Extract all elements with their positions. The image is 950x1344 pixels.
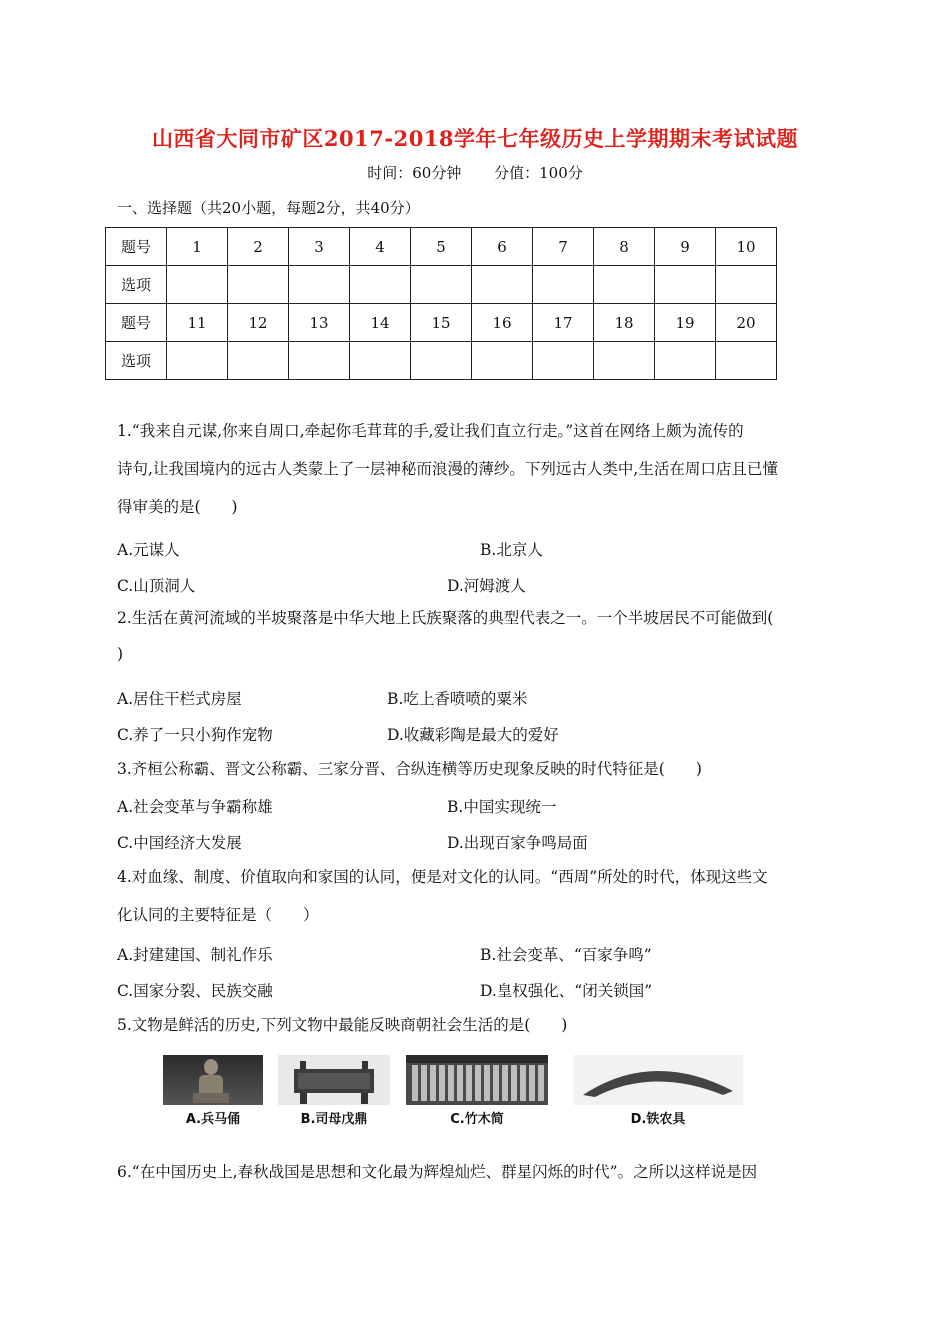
- table-row: [106, 266, 777, 304]
- option-c-image[interactable]: [406, 1055, 548, 1127]
- answer-cell[interactable]: [594, 342, 655, 380]
- number-cell: 16: [472, 304, 533, 342]
- number-cell: 14: [350, 304, 411, 342]
- section-heading: 一、选择题（共20小题，每题2分，共40分）: [117, 199, 420, 217]
- question-line: ): [117, 645, 124, 663]
- answer-cell[interactable]: [228, 342, 289, 380]
- number-cell: 3: [289, 228, 350, 266]
- number-cell: 2: [228, 228, 289, 266]
- answer-cell[interactable]: [228, 266, 289, 304]
- number-cell: 20: [716, 304, 777, 342]
- number-cell: 8: [594, 228, 655, 266]
- question-3-option-b[interactable]: B.中国实现统一: [447, 798, 557, 816]
- number-cell: 18: [594, 304, 655, 342]
- image-caption: D.铁农具: [630, 1112, 686, 1127]
- exam-time: 时间：60分钟: [367, 164, 462, 182]
- answer-cell[interactable]: [533, 342, 594, 380]
- question-4-option-b[interactable]: B.社会变革、“百家争鸣”: [480, 946, 652, 964]
- bronze-ding-icon: [278, 1055, 390, 1105]
- question-line: 5.文物是鲜活的历史,下列文物中最能反映商朝社会生活的是( ): [117, 1016, 568, 1034]
- answer-cell[interactable]: [289, 266, 350, 304]
- terracotta-warrior-icon: [163, 1055, 263, 1105]
- bamboo-slips-icon: [406, 1055, 548, 1105]
- page-title: 山西省大同市矿区2017-2018学年七年级历史上学期期末考试试题: [151, 126, 799, 151]
- number-cell: 13: [289, 304, 350, 342]
- question-2-option-d[interactable]: D.收藏彩陶是最大的爱好: [387, 726, 559, 744]
- number-cell: 1: [167, 228, 228, 266]
- question-1-option-c[interactable]: C.山顶洞人: [117, 577, 196, 595]
- question-3-option-a[interactable]: A.社会变革与争霸称雄: [117, 798, 273, 816]
- number-cell: 15: [411, 304, 472, 342]
- question-line: 化认同的主要特征是（ ）: [117, 906, 319, 924]
- number-cell: 7: [533, 228, 594, 266]
- answer-cell[interactable]: [655, 266, 716, 304]
- answer-cell[interactable]: [472, 266, 533, 304]
- answer-cell[interactable]: [716, 342, 777, 380]
- row-label: 选项: [106, 266, 167, 304]
- answer-cell[interactable]: [533, 266, 594, 304]
- question-1-option-d[interactable]: D.河姆渡人: [447, 577, 526, 595]
- option-d-image[interactable]: [573, 1055, 743, 1127]
- image-caption: B.司母戊鼎: [300, 1112, 368, 1127]
- number-cell: 17: [533, 304, 594, 342]
- answer-cell[interactable]: [289, 342, 350, 380]
- question-1-stem: [117, 412, 837, 526]
- row-label: 题号: [106, 228, 167, 266]
- image-caption: C.竹木简: [450, 1112, 504, 1127]
- answer-cell[interactable]: [655, 342, 716, 380]
- answer-cell[interactable]: [594, 266, 655, 304]
- question-4-option-a[interactable]: A.封建建国、制礼作乐: [117, 946, 273, 964]
- answer-cell[interactable]: [411, 266, 472, 304]
- iron-farm-tool-icon: [573, 1055, 743, 1105]
- question-5-stem: [117, 1006, 837, 1044]
- option-a-image[interactable]: [163, 1055, 263, 1127]
- question-line: 3.齐桓公称霸、晋文公称霸、三家分晋、合纵连横等历史现象反映的时代特征是( ): [117, 760, 702, 778]
- answer-cell[interactable]: [411, 342, 472, 380]
- answer-table: [105, 227, 777, 380]
- exam-score: 分值：100分: [494, 164, 583, 182]
- answer-cell[interactable]: [167, 266, 228, 304]
- question-3-option-c[interactable]: C.中国经济大发展: [117, 834, 242, 852]
- answer-cell[interactable]: [472, 342, 533, 380]
- question-line: 1.“我来自元谋,你来自周口,牵起你毛茸茸的手,爱让我们直立行走。”这首在网络上颇为流传的: [117, 422, 744, 440]
- table-row: [106, 228, 777, 266]
- question-4-option-d[interactable]: D.皇权强化、“闭关锁国”: [480, 982, 653, 1000]
- question-line: 4.对血缘、制度、价值取向和家国的认同，便是对文化的认同。“西周”所处的时代，体现这些文: [117, 868, 768, 886]
- answer-cell[interactable]: [716, 266, 777, 304]
- question-6-stem: [117, 1153, 837, 1191]
- number-cell: 12: [228, 304, 289, 342]
- number-cell: 4: [350, 228, 411, 266]
- question-1-option-a[interactable]: A.元谋人: [117, 541, 180, 559]
- question-line: 诗句,让我国境内的远古人类蒙上了一层神秘而浪漫的薄纱。下列远古人类中,生活在周口店且已懂: [117, 460, 778, 478]
- image-caption: A.兵马俑: [185, 1112, 241, 1127]
- row-label: 题号: [106, 304, 167, 342]
- question-4-option-c[interactable]: C.国家分裂、民族交融: [117, 982, 273, 1000]
- table-row: [106, 304, 777, 342]
- exam-info: [0, 162, 950, 183]
- row-label: 选项: [106, 342, 167, 380]
- answer-cell[interactable]: [350, 342, 411, 380]
- question-2-option-a[interactable]: A.居住干栏式房屋: [117, 690, 242, 708]
- question-2-stem: [117, 600, 837, 672]
- number-cell: 6: [472, 228, 533, 266]
- answer-cell[interactable]: [167, 342, 228, 380]
- question-line: 得审美的是( ): [117, 498, 238, 516]
- question-4-stem: [117, 858, 837, 934]
- answer-cell[interactable]: [350, 266, 411, 304]
- number-cell: 10: [716, 228, 777, 266]
- number-cell: 11: [167, 304, 228, 342]
- artifact-images: [163, 1055, 763, 1125]
- question-2-option-c[interactable]: C.养了一只小狗作宠物: [117, 726, 273, 744]
- option-b-image[interactable]: [278, 1055, 390, 1127]
- number-cell: 5: [411, 228, 472, 266]
- number-cell: 9: [655, 228, 716, 266]
- table-row: [106, 342, 777, 380]
- number-cell: 19: [655, 304, 716, 342]
- question-3-stem: [117, 750, 837, 788]
- question-line: 6.“在中国历史上,春秋战国是思想和文化最为辉煌灿烂、群星闪烁的时代”。之所以这样说是因: [117, 1163, 758, 1181]
- question-3-option-d[interactable]: D.出现百家争鸣局面: [447, 834, 588, 852]
- question-line: 2.生活在黄河流域的半坡聚落是中华大地上氏族聚落的典型代表之一。一个半坡居民不可能做到(: [117, 609, 774, 627]
- question-1-option-b[interactable]: B.北京人: [480, 541, 543, 559]
- question-2-option-b[interactable]: B.吃上香喷喷的粟米: [387, 690, 528, 708]
